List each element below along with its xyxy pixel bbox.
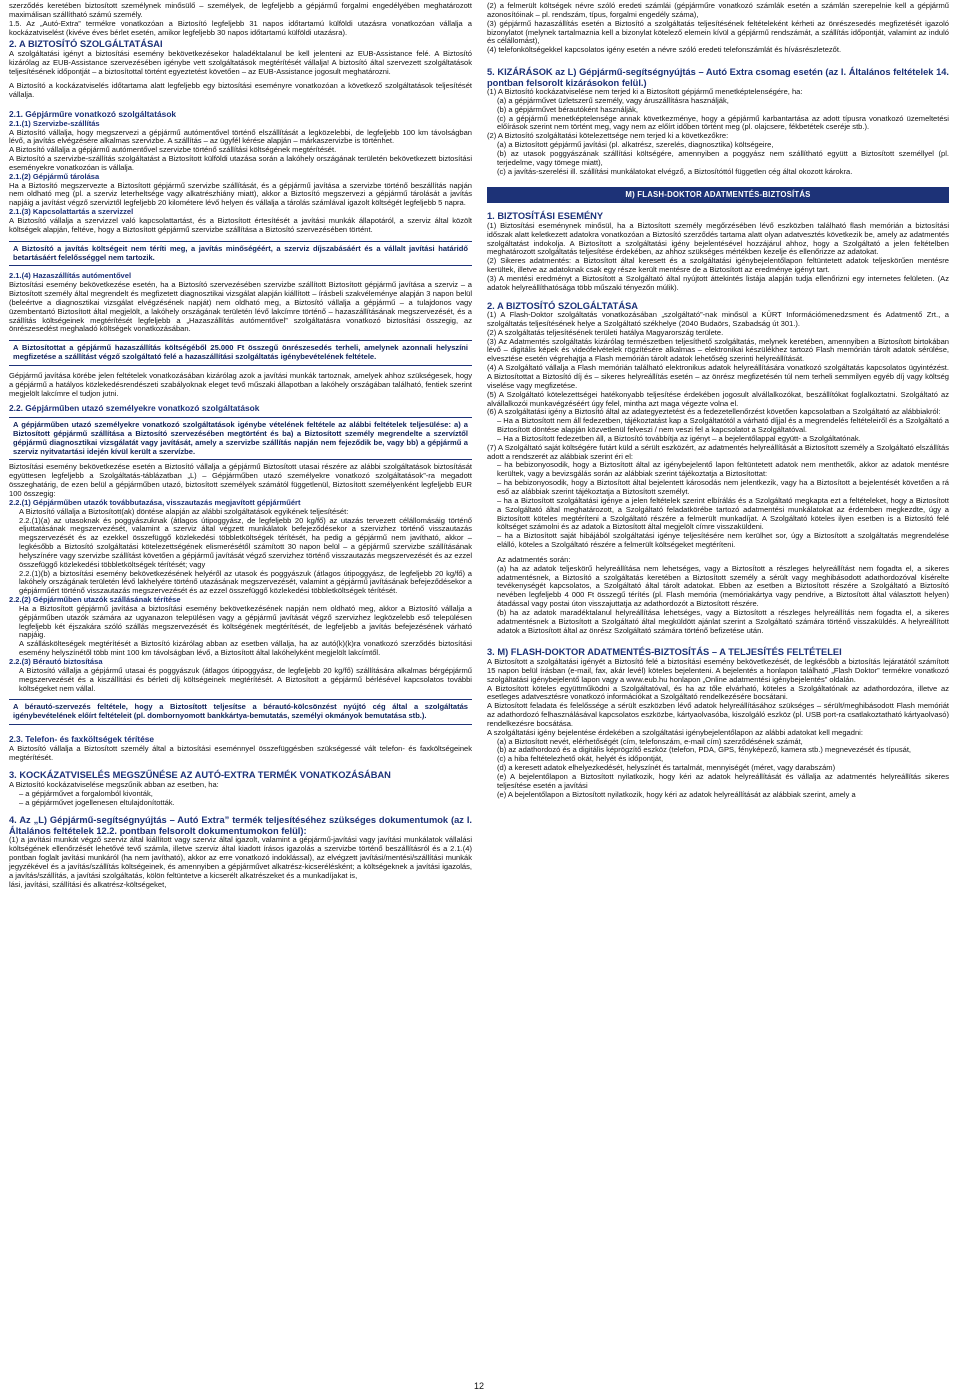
clause-heading: 2.2.(2) Gépjárműben utazók szállásának térítése [9, 595, 181, 605]
section-banner: M) FLASH-DOKTOR ADATMENTÉS-BIZTOSÍTÁS [487, 187, 949, 204]
left-column [9, 2, 472, 889]
spacer [487, 293, 949, 299]
section-heading: 1. BIZTOSÍTÁSI ESEMÉNY [487, 211, 604, 222]
spacer [9, 807, 472, 813]
spacer [9, 762, 472, 768]
paragraph: (4) telefonköltségekkel kapcsolatos igény esetén a névre szóló eredeti telefonszámlát és hívásrészletezőt. [487, 45, 842, 55]
paragraph: (b) ha az adatok maradéktalanul helyreállítása lehetséges, vagy a Biztosított a részleges helyreállítás nem fogadta el, a sikeres adatmentésnek a Biztosított a Szolgáltató által megküldött ajánlat szerint a Szolgáltató számára történő visszaküldés. A helyreállított adatok a Biztosított által az önrész Szolgáltató számára történő befizetése után. [497, 607, 949, 635]
paragraph: A szolgáltatási igényt a biztosítási esemény bekövetkezésekor haladéktalanul be kell jelenteni az EUB-Assistance felé. A Biztosító kizárólag az EUB-Assistance szervezésében igénybe vett szolgáltatások megtérítését vállalja! A biztosító által szervezett szolgáltatások teljesítésének időpontját – a biztosítottal történt egyeztetést követően – az EUB-Assistance jogosult meghatározni. [9, 48, 472, 76]
paragraph: (c) a javítás-szerelési ill. szállítási munkálatokat elvégző, a Biztosítóttól független cég által okozott károkra. [497, 166, 853, 176]
paragraph: – Ha a Biztosított nem áll fedezetben, tájékoztatást kap a Szolgáltatótól a várható díjjal és a megrendelés feltételeiről és a Szolgáltató a Biztosított döntése alapján közvetlenül felveszi / nem veszi fel a kapcsolatot a Szolgáltatóval. [497, 416, 949, 435]
paragraph: (e) A bejelentőlapon a Biztosított nyilatkozik, hogy kéri az adatok helyreállítását az alábbiak szerint, amely a [497, 789, 856, 799]
paragraph: (6) A szolgáltatási igény a Biztosító által az adategyeztetést és a fedezetellenőrzést követően kapcsolatban a Szolgáltató az alábbiakról: [487, 407, 941, 417]
clause-heading: 2.1.(4) Hazaszállítás autómentővel [9, 271, 132, 281]
paragraph: – a gépjárművet jogellenesen eltulajdonították. [19, 797, 175, 807]
paragraph: (3) Az Adatmentés szolgáltatás kizárólag természetben teljesíthető szolgáltatás, melynek keretében, amennyiben a Biztosított birtokában lévő – digitális képek és videófelvételek rögzítésére alkalmas – elektronikai készülékhez tartozó Flash memórián tárolt adatok sérülése, elvesztése esetén végrehajtja a Flash memórián tárolt adatok lehetőség szerinti helyreállítását. [487, 336, 949, 364]
paragraph: A szálláskölteségek megtérítését a Biztosító kizárólag abban az esetben vállalja, ha az autó(k)(k)ra vonatkozó szerződés biztosítási esemény helyszínétől több mint 100 km távolságban lévő, a Biztosított által lakóhelyként megjelölt lakcímtől. [19, 639, 472, 658]
paragraph: (4) A Szolgáltató vállalja a Flash memórián található elektronikus adatok helyreállítására vonatkozó szolgáltatás kapcsolatos ügyintézést. A Biztosítottat a Biztosító díj és – sikeres helyreállítás esetén – az önrész megfizetésén túl nem terheli semmilyen egyéb díj vagy költség viselése vagy megfizetése. [487, 363, 949, 390]
paragraph: (2) a felmerült költségek névre szóló eredeti számlái (gépjárműre vonatkozó számlák esetén a számlán szerepelnie kell a gépjármű azonosítóinak – pl. rendszám, típus, forgalmi engedély száma), [487, 1, 949, 19]
paragraph: A Biztosított köteles együttműködni a Szolgáltatóval, és ha az tőle elvárható, köteles a Szolgáltatónak az adathordozóra, illetve az esetleges adatvesztésre vonatkozó információkat a Szolgáltató rendelkezésére bocsátani. [487, 683, 949, 702]
paragraph: (7) A Szolgáltató saját költségére futárt küld a sérült eszközért, az adatmentés helyreállítását a Biztosított személy a Szolgáltató elszállítás adott a rendszerét az alábbiak szerint éri el: [487, 442, 949, 461]
paragraph: Biztosítási esemény bekövetkezése esetén, ha a Biztosító szervezésében szervizbe szállított Biztosított gépjármű javítása a szerviz – a Biztosított személy által megrendelt és megfizetett diagnosztikai vizsgálat alapján kiállított – írásbeli szakvéleménye alapján 3 napon belül (beleértve a diagnosztikai vizsgálat elvégzésének napját) nem oldható meg, a Biztosító vállalja a gépjármű – a tulajdonos vagy üzembentartó Biztosított által megjelölt, a lakóhely országának területén lévő lakcímre történő – hazaszállításának megszervezését, és a szállítás költségeinek megtérítését legfeljebb a „Hazaszállítás autómentővel” szolgáltatásra vonatkozó biztosítási összegig, az önrészesedést meghaladó költségek vonatkozásában. [9, 280, 472, 334]
paragraph: (2) A Biztosító szolgáltatási kötelezettsége nem terjed ki a következőkre: [487, 131, 729, 141]
paragraph: (3) A mentési eredményt a Biztosított a Szolgáltató által nyújtott áttekintés listája alapján tudja ellenőrizni egy internetes felületen. (Az adatok helyreállíthatósága több műszaki tényezőn múlik). [487, 273, 949, 292]
section-heading: 2. A BIZTOSÍTÓ SZOLGÁLTATÁSAI [9, 39, 163, 50]
paragraph: – a gépjárművet a forgalomból kivonták, [19, 788, 153, 798]
clause-heading: 2.2.(1) Gépjárműben utazók továbbutazása, visszautazás megjavított gépjárműért [9, 497, 301, 507]
subsection-heading: 2.1. Gépjárműre vonatkozó szolgáltatások [9, 109, 177, 120]
paragraph: (b) a gépjárművet bérautóként használják, [497, 104, 638, 114]
spacer [487, 55, 949, 65]
right-column [487, 2, 949, 799]
paragraph: (5) A Szolgáltató kötelezettségei hatékonyabb teljesítése érdekében jogosult alvállalkozókat, beszállítókat foglalkoztatni. Szolgáltató az alvállalkozói munkavégzéséért úgy felel, mintha azt maga végezte volna el. [487, 389, 949, 408]
paragraph: – ha bebizonyosodik, hogy a Biztosított által az igénybejelentő lapon feltüntetett adatok nem menthetők, akkor az adatok mentésre kerültek, vagy a bevizsgálás során az alábbiak szerint tájékoztatja a Biztosítottat: [497, 460, 949, 479]
highlight-box: A bérautó-szervezés feltétele, hogy a Biztosított teljesítse a bérautó-kölcsönzést nyújtó cég által a szolgáltatás igénybevételének előírt feltételeit (pl. dombornyomott bankkártya-bemutatás, személyi okmányok bemutatása stb.). [9, 699, 472, 725]
clause-heading: 2.1.(3) Kapcsolattartás a szervizzel [9, 207, 134, 217]
paragraph: (c) a gépjármű menetképtelensége annak következménye, hogy a gépjármű karbantartása az adott típusra vonatkozó üzemeltetési előírások szerint nem történt meg, vagy nem az előírt időben történt meg (pl. olajcsere, fékbetétek cseréje stb.). [497, 113, 949, 132]
paragraph: A Biztosító vállalja a gépjármű utasai és poggyászuk (átlagos útipoggyász, de legfeljebb 20 kg/fő) szállítására alkalmas bérgépjármű megszervezését és a kiszállítási és bérleti díj költségeinek megtérítését. A Biztosított a gépjármű bérlésével kapcsolatos további költségeket nem vállal. [19, 665, 472, 693]
paragraph: (b) az adathordozó és a digitális képrögzítő eszköz (telefon, PDA, GPS, fényképező, kamera stb.) megnevezését és típusát, [497, 745, 912, 755]
paragraph: A Biztosító vállalja a gépjármű autómentővel szervizbe történő szállítási költségének megtérítését. [9, 145, 337, 155]
highlight-box: A Biztosítottat a gépjármű hazaszállítás költségéből 25.000 Ft összegű önrészesedés terheli, amelynek azonnali helyszíni megfizetése a szállítást végző szolgáltató felé a hazaszállítási szolgáltatás igénybevételének feltétele. [9, 340, 472, 366]
spacer [487, 177, 949, 187]
paragraph: – ha a Biztosított saját hibájából szolgáltatási igénye teljesítésére nem kerülhet sor, úgy a Biztosított a szolgáltatás megrendelése elálló, köteles a Szolgáltató részére a felmerült költségeket megtéríteni. [497, 531, 949, 550]
paragraph: (1) A Biztosító kockázatviselése nem terjed ki a Biztosított gépjármű menetképtelenségére, ha: [487, 87, 803, 97]
paragraph: (b) az utasok poggyászának szállítási költségére, amennyiben a poggyász nem szállítható együtt a Biztosított személlyel (pl. terjedelme, vagy tömege miatt), [497, 148, 949, 167]
paragraph: 2.2.(1)(a) az utasoknak és poggyászuknak (átlagos útipoggyász, de legfeljebb 20 kg/fő) az utazás tervezett célállomásáig történő eljuttatásának megszervezését, valamint a szerviz által végzett munkálatok befejeződésekor a szervizhez történő visszautazás megszervezését és az ezekkel összefüggő közlekedési többletköltségek térítését, ha pedig a gépjármű nem javítható, akkor – legkésőbb a Biztosító szolgáltatási kötelezettségének elismerésétől számított 30 napon belül – a gépjármű szervizbe szállításának helyszínére vagy szervizbe szállítást követően a gépjármű javítását végző szervizhez történő visszautazás megszervezését és az ezzel összefüggő közlekedési többletköltségek térítését; vagy [19, 515, 472, 569]
paragraph: (c) a hiba feltételezhető okát, helyét és időpontját, [497, 754, 664, 764]
paragraph: A Biztosító a szervizbe-szállítás szolgáltatást a Biztosított külföldi utazása során a lakóhely országának területén bekövetkezett biztosítási eseményekre vonatkozóan is vállalja. [9, 154, 472, 172]
paragraph: A Biztosító a kockázatviselés időtartama alatt legfeljebb egy biztosítási eseményre vonatkozóan a következő szolgáltatások teljesítését vállalja. [9, 81, 472, 100]
paragraph: – ha bebizonyosodik, hogy a Biztosított által bejelentett károsodás nem jelentkezik, vagy ha a Biztosított a bejelentését követően a rá eső az alábbiak szerint tájékoztatja a Biztosított személyt. [497, 478, 949, 496]
paragraph: 1.5. Az „Autó-Extra” termékre vonatkozóan a Biztosító legfeljebb 31 napos időtartamú külföldi utazásra vonatkozóan vállalja a kockázatviselést (kivéve éves bérlet esetén, amikor legfeljebb 30 napos időtartamú külföldi utazásra). [9, 18, 472, 37]
paragraph: (a) a Biztosított nevét, elérhetőségét (cím, telefonszám, e-mail cím) szerződésének számát, [497, 736, 803, 746]
paragraph: A Biztosító kockázatviselése megszűnik abban az esetben, ha: [9, 779, 219, 789]
paragraph: (3) gépjármű hazaszállítás esetén a Biztosító a szolgáltatás teljesítésének feltételeként kérheti az önrészesedés megfizetését igazoló bizonylatot (melynek tartalmaznia kell a bizonylat kötelező elemein kívül a gépjármű rendszámát, a szállítás időpontját, valamint az induló és célállomást), [487, 18, 949, 46]
paragraph: (e) A bejelentőlapon a Biztosított nyilatkozik, hogy kéri az adatok helyreállítását és vállalja az adatmentés helyreállítás sikeres teljesítése esetén a javítási [497, 771, 949, 790]
spacer [487, 203, 949, 209]
paragraph: A Biztosított feladata és felelőssége a sérült eszközben lévő adatok helyreállításához szükséges – sérült/meghibásodott Flash memóriát az adathordozó felhasználásával kapcsolatos eszközbe, kártyaolvasóba, kiszolgáló eszköz (pl. USB port-ra csatlakoztatható kártyaolvasó) rendelkezésre bocsátása. [487, 701, 949, 728]
paragraph: Ha a Biztosító megszervezte a Biztosított gépjármű szervizbe szállítását, és a gépjármű javítása a szervizbe történő beszállítás napján nem oldható meg (pl. a szerviz leterheltsége vagy alkatrészhiány miatt), akkor a Biztosító megszervezi a gépjármű tárolását a javítás napjáig a javítást végző szerviztől legfeljebb 20 kilométere lévő helyen és vállalja a tárolás számlával igazolt költségét legfeljebb 5 napra. [9, 180, 472, 208]
paragraph: (d) a keresett adatok elhelyezkedését, helyszínét és tartalmát, mennyiségét (méret, vagy darabszám) [497, 763, 836, 773]
paragraph: (2) A szolgáltatás teljesítésének területi hatálya Magyarország területe. [487, 327, 724, 337]
paragraph: Biztosítási esemény bekövetkezése esetén a Biztosító vállalja a gépjármű Biztosított utasai részére az alábbi szolgáltatások biztosítását együttesen legfeljebb a Szolgáltatás-táblázatban „L) – Gépjárműben utazó személyekre vonatkozó szolgáltatások”-ra megadott összeghatárig, de ezen belül a gépjárműben utazó, biztosított személyek számától függetlenül, Biztosított személyenként legfeljebb EUR 100 összegig: [9, 462, 472, 498]
paragraph: (a) ha az adatok teljeskörű helyreállítása nem lehetséges, vagy a Biztosított a részleges helyreállítást nem fogadta el, a sikeres adatmentésnek, a Biztosító a szolgáltatás keretében a Biztosított személy a sérült vagy meghibásodott adathordozóval kísérelte tevékenységét kapcsolatos, a Szolgáltató által tárolt adatokat. Ebben az esetben a Biztosított részére a Szolgáltató a Biztosító nevében legfeljebb 4 000 Ft összegű térítés (pl. Flash memória (memóriakártya vagy pendrive, a Biztosított által választott helyen) átadással vagy postai úton visszajuttatja az adathordozót a Biztosított részére. [497, 563, 949, 609]
section-heading: 3. M) FLASH-DOKTOR ADATMENTÉS-BIZTOSÍTÁS – A TELJESÍTÉS FELTÉTELEI [487, 647, 842, 658]
paragraph: Az adatmentés során: [497, 554, 571, 564]
paragraph: 2.2.(1)(b) a biztosítási esemény bekövetkezésének helyéről az utasok és poggyászuk (átlagos útipoggyász, de legfeljebb 20 kg/fő) a lakóhely országának területén lévő lakhelyére történő utazásának megszervezését, valamint a gépjármű javításának befejeződésekor a gépjárműért történő visszautazás megszervezését és az ezzel összefüggő közlekedési többletköltségek térítését. [19, 568, 472, 596]
clause-heading: 2.1.(2) Gépjármű tárolása [9, 171, 100, 181]
paragraph: A Biztosító vállalja, hogy megszervezi a gépjármű autómentővel történő elszállítását a legközelebbi, de legfeljebb 100 km távolságban lévő, a javítás elvégzésére alkalmas szervizbe. A szállítás – az ügyfél kérése alapján – márkaszervizbe is történhet. [9, 127, 472, 146]
page-number: 12 [474, 1381, 485, 1391]
paragraph: Gépjármű javítása körébe jelen feltételek vonatkozásában kizárólag azok a javítási munkák tartoznak, amelyek ahhoz szükségesek, hogy a gépjármű a hatályos közlekedésrendészeti szabályoknak eleget tevő műszaki állapotban a lakóhely országában található, fentiek szerint megjelölt lakcímre el tudjon jutni. [9, 370, 472, 398]
paragraph: (1) A Flash-Doktor szolgáltatás vonatkozásában „szolgáltató”-nak minősül a KÜRT Információmenedzsment és Adatmentő Zrt., a szolgáltatás teljesítésének helye a Szolgáltató székhelye (2040 Budaörs, Szabadság út 301.). [487, 310, 949, 328]
clause-heading: 2.1.(1) Szervizbe-szállítás [9, 118, 100, 128]
section-heading: 2. A BIZTOSÍTÓ SZOLGÁLTATÁSA [487, 300, 638, 311]
highlight-box: A gépjárműben utazó személyekre vonatkozó szolgáltatások igénybe vételének feltétele az alábbi feltételek teljesülése: a) a Biztosított gépjármű szállítása a Biztosító szervezésében megtörtént és ba) a Biztosított személy megrendelte a szervíztől gépjármű diagnosztikai vizsgálatát vagy javítását, amely a szervizbe szállítás napján nem fejeződik be, vagy bb) a gépjármű a szerviz nyitvatartási idején kívül került a szervízbe. [9, 417, 472, 460]
paragraph: – Ha a Biztosított fedezetben áll, a Biztosító továbbítja az igényt – a bejelentőlappal együtt- a Szolgáltatónak. [497, 433, 861, 443]
section-heading: 4. Az „L) Gépjármű-segítségnyújtás – Autó Extra” termék teljesítéséhez szükséges dokumentumok (az I. Általános feltételek 12.2. pontban felsorolt dokumentumokon felül): [9, 815, 472, 836]
paragraph: lási, javítási, szállítási és alkatrész-költségeket, [9, 879, 167, 889]
highlight-box: A Biztosító a javítás költségeit nem téríti meg, a javítás minőségéért, a szerviz díjszabásáért és a vállalt javítási határidő betartásáért felelősséggel nem tartozik. [9, 241, 472, 267]
clause-heading: 2.2.(3) Bérautó biztosítása [9, 657, 103, 666]
paragraph: (a) a Biztosított gépjármű javítási (pl. alkatrész, szerelés, diagnosztika) költségeire, [497, 140, 774, 150]
paragraph: A Biztosító vállalja a Biztosított személy által a biztosítási eseménnyel összefüggésben szükségessé vált telefon- és faxköltségeinek megtérítését. [9, 743, 472, 762]
subsection-heading: 2.2. Gépjárműben utazó személyekre vonatkozó szolgáltatások [9, 403, 260, 414]
paragraph: (a) a gépjárművet üzletszerű személy, vagy áruszállításra használják, [497, 95, 729, 105]
paragraph: (1) Biztosítási eseménynek minősül, ha a Biztosított személy megőrzésében lévő eszközben található flash memórián a biztosítási időszak alatt keletkezett adatokra vonatkozóan a Biztosító szerződés tartama alatt olyan adatvesztés következik be, amely az adatmentés szolgáltatást indokolja. A Biztosított a szolgáltatási igény bejelentésével hozzájárul ahhoz, hogy a Szolgáltató a jelen feltételben meghatározott szolgáltatás teljesítése érdekében, az ahhoz szükséges mértékben kezelje és ellenőrizze az adatokat. [487, 220, 949, 257]
paragraph: (2) Sikeres adatmentés: a Biztosított által keresett és a szolgáltatási igénybejelentőlapon feltüntetett adatok teljeskörűen mentésre kerültek, illetve az adatoknak csak egy része került mentésre de a Biztosított az eredménye igényt tart. [487, 256, 949, 275]
section-heading: 3. KOCKÁZATVISELÉS MEGSZŰNÉSE AZ AUTÓ-EXTRA TERMÉK VONATKOZÁSÁBAN [9, 770, 391, 781]
paragraph: A Biztosító vállalja a szervizzel való kapcsolattartást, és a Biztosított értesítését a javítási munkák állapotáról, a szerviz által közölt költségek alapján, feltéve, hogy a Biztosított gépjármű szervizbe szállítása a Biztosító szervezésében történt. [9, 215, 472, 234]
paragraph: A szolgáltatási igény bejelentése érdekében a szolgáltatási igénybejelentőlapon az alábbi adatokat kell megadni: [487, 727, 863, 737]
subsection-heading: 2.3. Telefon- és faxköltségek térítése [9, 734, 155, 745]
paragraph: – ha a Biztosított szolgáltatási igénye a jelen feltételek szerint elbírálás és a Szolgáltató megkapta ezt a feltételeket, hogy a Biztosított a Szolgáltató által meghatározott, a Szolgáltató feladatkörébe tartozó adatmentési munkálatokat az érdemben megkezdte, úgy a Biztosított köteles megtéríteni a Szolgáltató részére a felmerült munkadíjat. A Szolgáltató köteles ilyen esetben is a Biztosító felé költséget számolni és az adatok a Biztosított által megjelölt címre visszaküldeni. [497, 495, 949, 532]
paragraph: A Biztosító vállalja a Biztosított(ak) döntése alapján az alábbi szolgáltatások egyikének teljesítését: [19, 506, 349, 516]
section-heading: 5. KIZÁRÁSOK az L) Gépjármű-segítségnyújtás – Autó Extra csomag esetén (az I. Általános feltételek 14. pontban felsorolt kizárásokon felül.) [487, 67, 949, 88]
spacer [487, 635, 949, 645]
paragraph: Ha a Biztosított gépjármű javítása a biztosítási esemény bekövetkezésének napján nem oldható meg, akkor a Biztosító vállalja a gépjárműben utazók számára az ugyanazon településen vagy a gépjármű javítását végző szervizhez legközelebb eső településen legfeljebb két éjszakára szóló szállás megszervezését és költségének megtérítését, de legfeljebb a javítás befejezésének várható napjáig. [19, 603, 472, 640]
paragraph: (1) a javítási munkát végző szerviz által kiállított vagy szerviz által igazolt, valamint a gépjármű-javítási vagy javítási munkálatok vállalási költségének ellenőrzését lehetővé tevő számla, illetve szerviz által kiadott írásos igazolás a szervizbe történő beszállításról és a 2.1.(4) pontban foglalt javítási munkáról (ha nem javítható), akkor az erre vonatkozó indoklással), az elvégzett javítási/mentési/szállítási munkák jegyzékével és a javítás/szállítás költségeinek, és amennyiben a gépjárművet alkatrész-kicserélésként; a költségeknek a javítási igazolás, a javítás/szállítás, a javítási szolgáltatás, kölön feltüntetve a kicserélt alkatrészeket és a munkadíjakat is, [9, 835, 472, 880]
paragraph: A Biztosított a szolgáltatási igényét a Biztosító felé a biztosítási esemény bekövetkezését, de legkésőbb a biztosítás lejáratától számított 15 napon belül írásban (e-mail, fax, akár levél) köteles bejelenteni. A bejelentés a honlapon található „Flash Doktor” termékre vonatkozó szolgáltatási igénybejelentő lapon vagy a www.eub.hu honlapon „Online adatmentési igénybejelentés” oldalán. [487, 656, 949, 684]
paragraph: szerződés keretében biztosított személynek minősülő – személyek, de legfeljebb a gépjármű forgalmi engedélyében meghatározott maximálisan szállítható számú személy. [9, 1, 472, 19]
